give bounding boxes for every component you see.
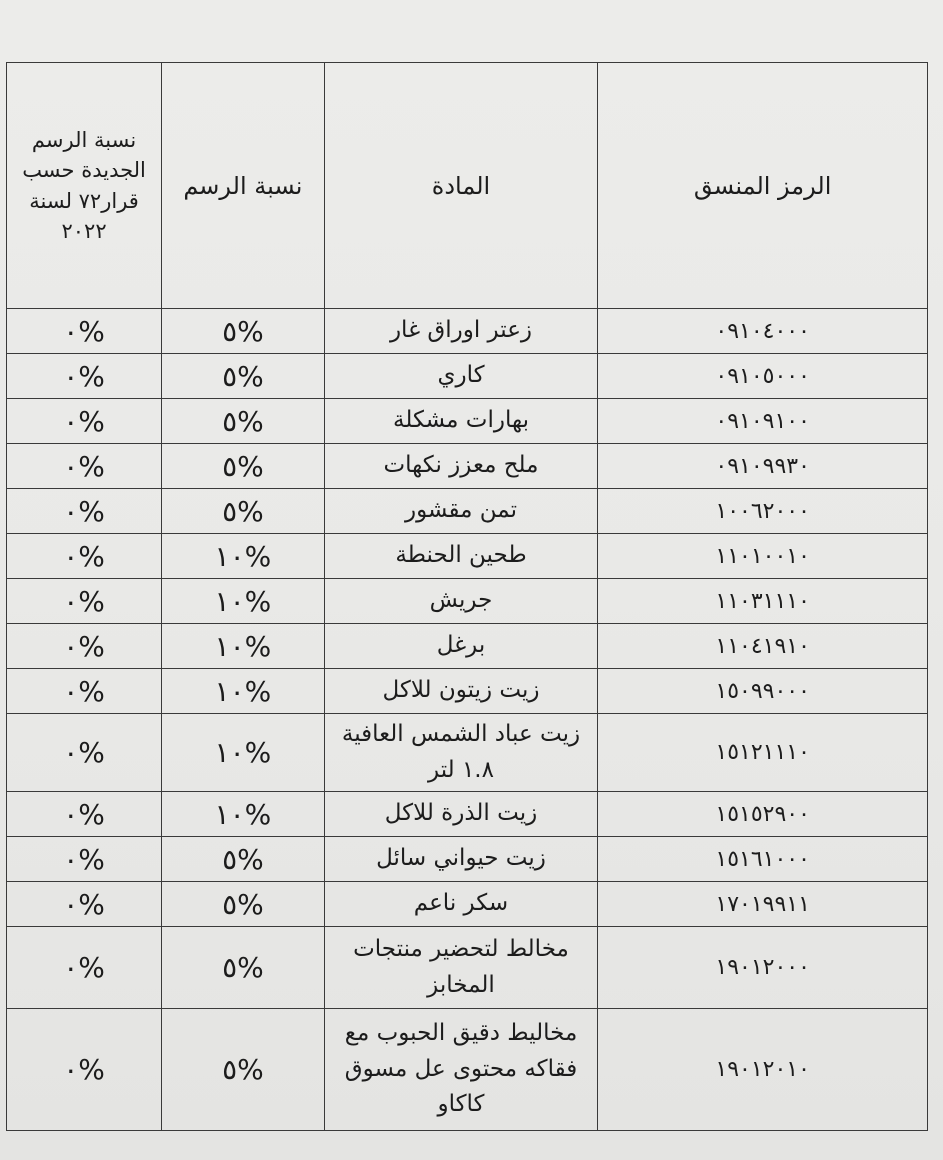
cell-new-rate: %٠ bbox=[7, 444, 162, 489]
cell-rate: %٥ bbox=[162, 399, 325, 444]
cell-new-rate: %٠ bbox=[7, 714, 162, 792]
cell-code: ٠٩١٠٤٠٠٠ bbox=[598, 309, 928, 354]
cell-code: ١١٠١٠٠١٠ bbox=[598, 534, 928, 579]
cell-code: ١٥١٥٢٩٠٠ bbox=[598, 792, 928, 837]
cell-new-rate: %٠ bbox=[7, 579, 162, 624]
cell-new-rate: %٠ bbox=[7, 534, 162, 579]
cell-code: ٠٩١٠٩٩٣٠ bbox=[598, 444, 928, 489]
table-row bbox=[7, 624, 928, 669]
cell-rate: %١٠ bbox=[162, 624, 325, 669]
cell-rate: %١٠ bbox=[162, 534, 325, 579]
cell-code: ١٩٠١٢٠١٠ bbox=[598, 1009, 928, 1131]
cell-material: سكر ناعم bbox=[324, 882, 598, 927]
cell-rate: %٥ bbox=[162, 489, 325, 534]
header-material: المادة bbox=[324, 63, 598, 309]
cell-code: ١٥١٢١١١٠ bbox=[598, 714, 928, 792]
cell-new-rate: %٠ bbox=[7, 1009, 162, 1131]
table-row bbox=[7, 792, 928, 837]
cell-code: ٠٩١٠٥٠٠٠ bbox=[598, 354, 928, 399]
header-new-rate: نسبة الرسم الجديدة حسب قرار٧٢ لسنة ٢٠٢٢ bbox=[7, 63, 162, 309]
cell-rate: %١٠ bbox=[162, 792, 325, 837]
cell-material: زيت حيواني سائل bbox=[324, 837, 598, 882]
cell-material: زعتر اوراق غار bbox=[324, 309, 598, 354]
cell-code: ١١٠٣١١١٠ bbox=[598, 579, 928, 624]
table-row bbox=[7, 354, 928, 399]
cell-rate: %٥ bbox=[162, 882, 325, 927]
cell-rate: %١٠ bbox=[162, 669, 325, 714]
tariff-table bbox=[6, 62, 928, 1131]
cell-material: كاري bbox=[324, 354, 598, 399]
cell-material: بهارات مشكلة bbox=[324, 399, 598, 444]
cell-new-rate: %٠ bbox=[7, 489, 162, 534]
cell-material: مخالط لتحضير منتجات المخابز bbox=[324, 927, 598, 1009]
cell-code: ١٧٠١٩٩١١ bbox=[598, 882, 928, 927]
cell-code: ١٥٠٩٩٠٠٠ bbox=[598, 669, 928, 714]
cell-rate: %١٠ bbox=[162, 714, 325, 792]
header-row bbox=[7, 63, 928, 309]
cell-material: تمن مقشور bbox=[324, 489, 598, 534]
cell-new-rate: %٠ bbox=[7, 309, 162, 354]
cell-material: زيت عباد الشمس العافية ١.٨ لتر bbox=[324, 714, 598, 792]
cell-code: ١١٠٤١٩١٠ bbox=[598, 624, 928, 669]
header-rate: نسبة الرسم bbox=[162, 63, 325, 309]
cell-new-rate: %٠ bbox=[7, 399, 162, 444]
table-row bbox=[7, 444, 928, 489]
cell-new-rate: %٠ bbox=[7, 624, 162, 669]
table-row bbox=[7, 399, 928, 444]
cell-new-rate: %٠ bbox=[7, 882, 162, 927]
table-row bbox=[7, 534, 928, 579]
cell-new-rate: %٠ bbox=[7, 669, 162, 714]
cell-rate: %٥ bbox=[162, 354, 325, 399]
cell-code: ١٠٠٦٢٠٠٠ bbox=[598, 489, 928, 534]
cell-material: جريش bbox=[324, 579, 598, 624]
table-row bbox=[7, 882, 928, 927]
cell-rate: %٥ bbox=[162, 837, 325, 882]
cell-rate: %١٠ bbox=[162, 579, 325, 624]
cell-material: زيت الذرة للاكل bbox=[324, 792, 598, 837]
cell-rate: %٥ bbox=[162, 927, 325, 1009]
cell-new-rate: %٠ bbox=[7, 354, 162, 399]
cell-rate: %٥ bbox=[162, 444, 325, 489]
cell-new-rate: %٠ bbox=[7, 837, 162, 882]
cell-material: مخاليط دقيق الحبوب مع فقاكه محتوى عل مسوق كاكاو bbox=[324, 1009, 598, 1131]
cell-new-rate: %٠ bbox=[7, 927, 162, 1009]
cell-code: ١٥١٦١٠٠٠ bbox=[598, 837, 928, 882]
table-row bbox=[7, 1009, 928, 1131]
cell-material: زيت زيتون للاكل bbox=[324, 669, 598, 714]
cell-code: ١٩٠١٢٠٠٠ bbox=[598, 927, 928, 1009]
table-row bbox=[7, 579, 928, 624]
cell-material: ملح معزز نكهات bbox=[324, 444, 598, 489]
header-code: الرمز المنسق bbox=[598, 63, 928, 309]
cell-code: ٠٩١٠٩١٠٠ bbox=[598, 399, 928, 444]
cell-rate: %٥ bbox=[162, 309, 325, 354]
table-row bbox=[7, 489, 928, 534]
table-row bbox=[7, 837, 928, 882]
table-row bbox=[7, 309, 928, 354]
table-row bbox=[7, 669, 928, 714]
cell-material: طحين الحنطة bbox=[324, 534, 598, 579]
cell-material: برغل bbox=[324, 624, 598, 669]
cell-rate: %٥ bbox=[162, 1009, 325, 1131]
table-row bbox=[7, 714, 928, 792]
cell-new-rate: %٠ bbox=[7, 792, 162, 837]
table-row bbox=[7, 927, 928, 1009]
